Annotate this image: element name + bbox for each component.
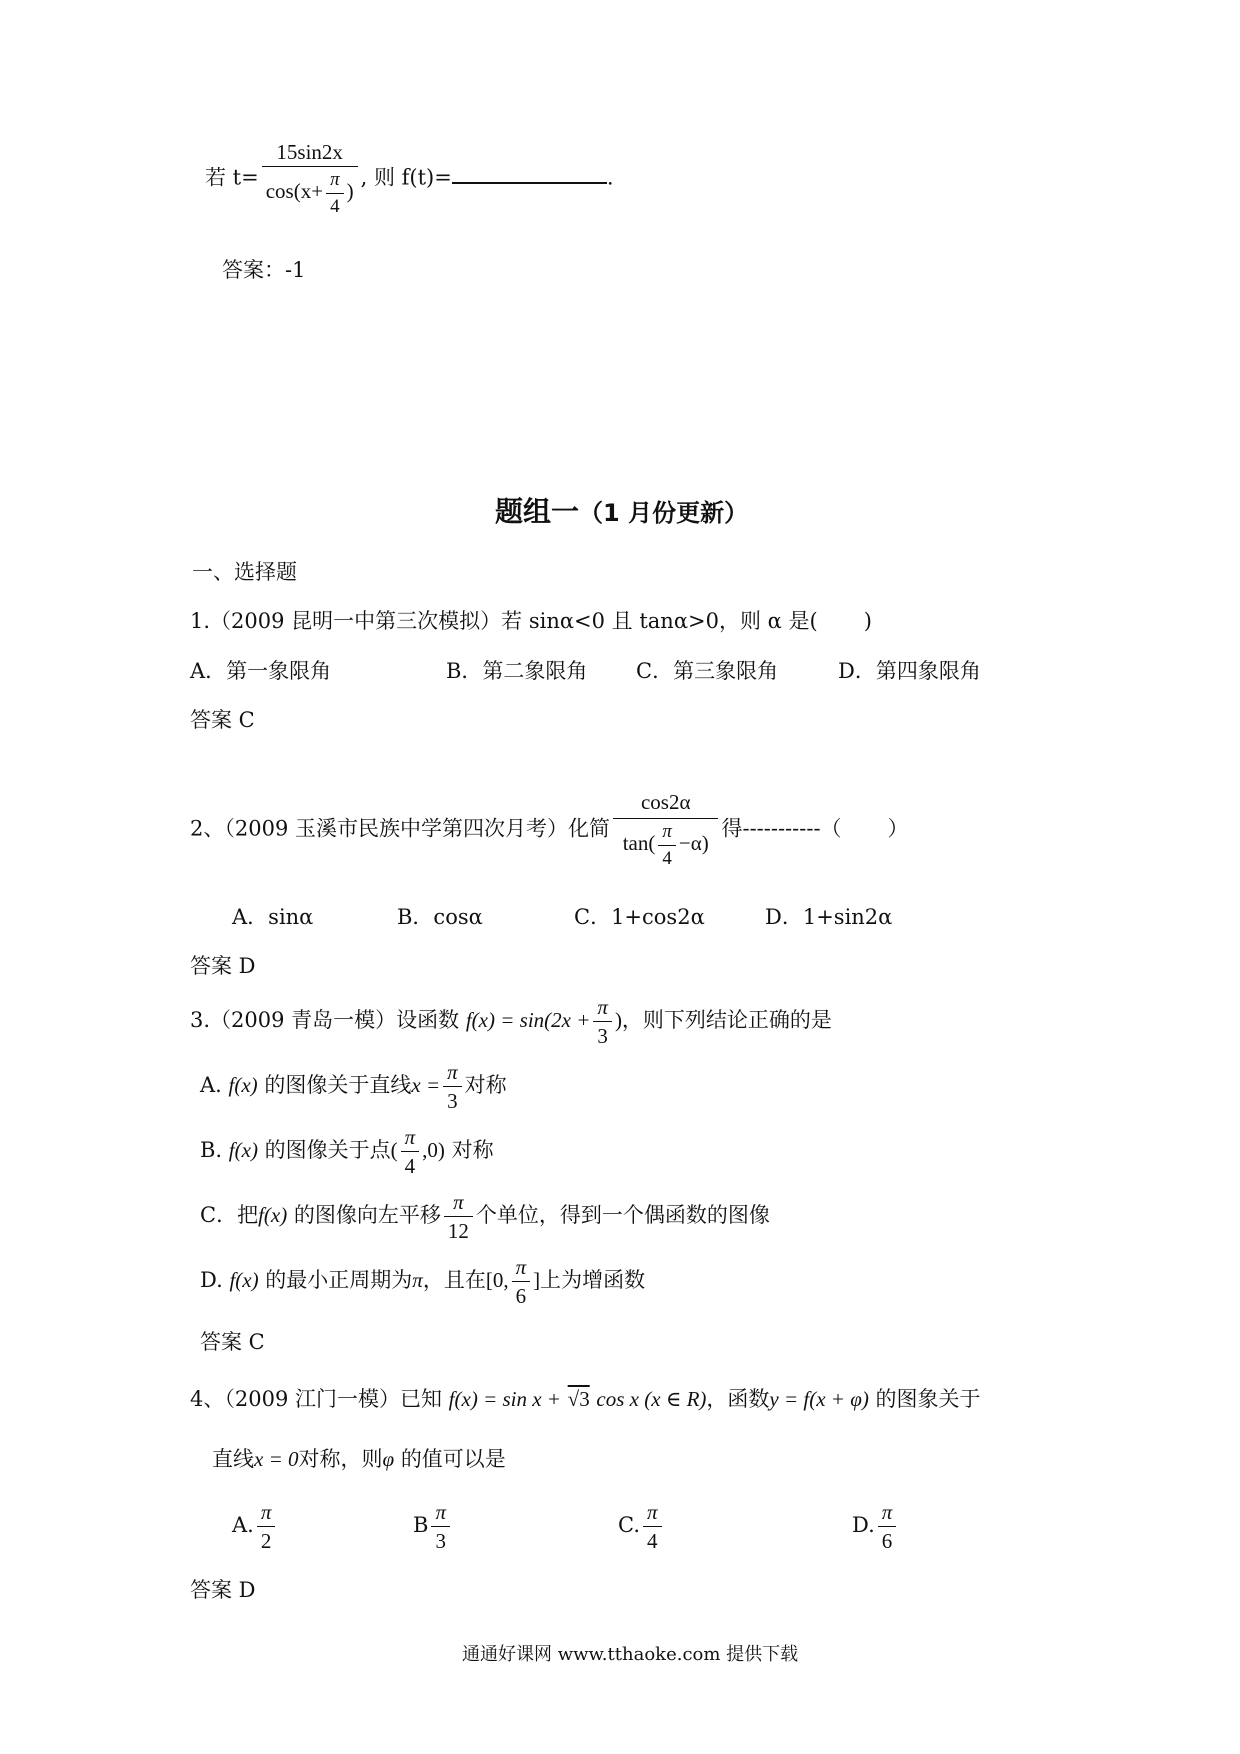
q1-option-c: C．第三象限角: [636, 659, 779, 683]
q4-option-d: D. $\frac{\pi}{6}$: [852, 1500, 899, 1553]
section-title: 题组一: [495, 495, 580, 528]
q4-option-a: A. $\frac{\pi}{2}$: [232, 1500, 278, 1553]
top-prefix: 若 t=: [205, 165, 259, 190]
t-numerator: 15sin2x: [262, 140, 358, 167]
q2-option-b: B．cosα: [397, 905, 483, 929]
q3-option-d: D. f(x) 的最小正周期为π，且在[0, $\frac{\pi}{6}$ ]上为增函数: [200, 1255, 646, 1309]
answer-blank[interactable]: [452, 164, 607, 184]
question-type: 一、选择题: [192, 560, 297, 584]
q2-option-a: A．sinα: [232, 905, 314, 929]
footer-link[interactable]: 通通好课网 www.tthaoke.com 提供下载: [462, 1644, 799, 1665]
top-then: , 则 f(t)=: [360, 165, 452, 190]
q4-option-c: C. $\frac{\pi}{4}$: [618, 1500, 665, 1553]
q1-answer: 答案 C: [190, 708, 255, 732]
q1-option-b: B．第二象限角: [446, 659, 588, 683]
q3-option-b: B. f(x) 的图像关于点( $\frac{\pi}{4}$ ,0) 对称: [200, 1125, 494, 1179]
q4-option-b: B $\frac{\pi}{3}$: [413, 1500, 453, 1553]
t-den-pre: cos(x+: [265, 179, 324, 204]
q1-option-d: D．第四象限角: [838, 659, 981, 683]
q2-stem: 2、（2009 玉溪市民族中学第四次月考）化简 cos2α tan( $\frac{\pi}{4}$ −α) 得-----------（ ）: [190, 790, 909, 869]
t-fraction: 15sin2x cos(x+ $\frac{\pi}{4}$ ): [262, 140, 358, 218]
q3-answer: 答案 C: [200, 1330, 265, 1354]
q1-stem: 1.（2009 昆明一中第三次模拟）若 sinα<0 且 tanα>0，则 α 是( ): [190, 609, 872, 633]
top-answer: 答案：-1: [222, 258, 306, 282]
sqrt-three: √3: [567, 1387, 590, 1411]
q1-option-a: A．第一象限角: [190, 659, 332, 683]
top-question: 若 t= 15sin2x cos(x+ $\frac{\pi}{4}$ ) , 则 f(t)= .: [205, 140, 614, 217]
section-subtitle: （1 月份更新）: [579, 499, 749, 527]
q3-option-a: A. f(x) 的图像关于直线x = $\frac{\pi}{3}$ 对称: [200, 1060, 507, 1114]
q4-stem: 4、（2009 江门一模）已知 f(x) = sin x + √3 cos x (x ∈ R)，函数y = f(x + φ) 的图象关于: [190, 1387, 981, 1411]
section-heading: [495, 490, 748, 530]
q3-stem: 3.（2009 青岛一模）设函数 f(x) = sin(2x + $\frac{\pi}{3}$ )，则下列结论正确的是: [190, 995, 832, 1049]
q3-option-c: C．把f(x) 的图像向左平移 $\frac{\pi}{12}$ 个单位，得到一个偶函数的图像: [200, 1190, 770, 1244]
q2-option-d: D．1+sin2α: [765, 905, 893, 929]
q2-fraction: cos2α tan( $\frac{\pi}{4}$ −α): [613, 790, 719, 870]
pi-over-4: $\frac{\pi}{4}$: [326, 169, 344, 218]
q2-option-c: C．1+cos2α: [574, 905, 705, 929]
q4-stem-line2: 直线x = 0对称，则φ 的值可以是: [212, 1447, 506, 1471]
q4-answer: 答案 D: [190, 1578, 256, 1602]
q2-answer: 答案 D: [190, 954, 256, 978]
